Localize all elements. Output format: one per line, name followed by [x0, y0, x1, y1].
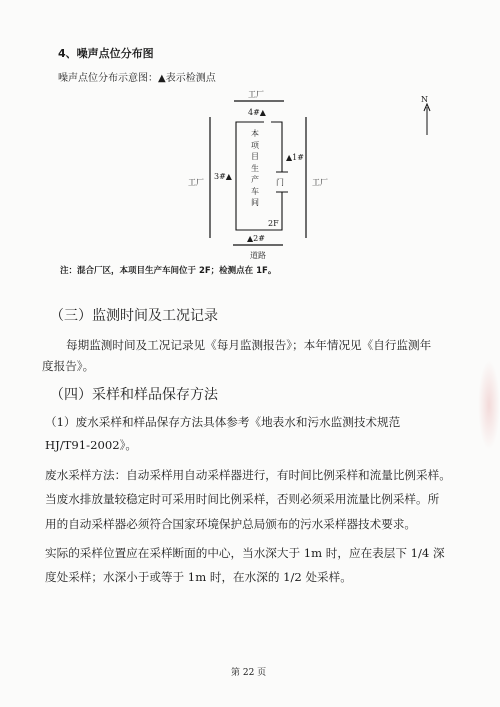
sampling-para3-line1: 实际的采样位置应在采样断面的中心，当水深大于 1m 时，应在表层下 1/4 深 — [45, 546, 445, 560]
diagram-caption: 噪声点位分布示意图：▲表示检测点 — [58, 73, 216, 84]
section-heading-noise-map: 4、噪声点位分布图 — [58, 47, 154, 60]
sampling-item1-line2: HJ/T91-2002》。 — [45, 438, 137, 452]
diagram-note: 注：混合厂区，本项目生产车间位于 2F；检测点在 1F。 — [60, 266, 277, 276]
sampling-para3-line2: 度处采样；水深小于或等于 1m 时，在水深的 1/2 处采样。 — [45, 570, 352, 584]
sampling-para2-line3: 用的自动采样器必须符合国家环境保护总局颁布的污水采样器技术要求。 — [45, 517, 417, 531]
section-title-sampling: （四）采样和样品保存方法 — [50, 387, 218, 403]
page-number: 第 22 页 — [231, 668, 267, 678]
left-factory-label: 工厂 — [188, 178, 204, 187]
sampling-para2-line1: 废水采样方法：自动采样用自动采样器进行，有时间比例采样和流量比例采样。 — [45, 468, 451, 482]
door-label: 门 — [276, 178, 284, 187]
workshop-label: 本项目生产车间 — [251, 129, 259, 207]
monitoring-para-line2: 度报告》。 — [42, 359, 95, 373]
point-4: 4#▲ — [248, 108, 266, 117]
point-2: ▲2# — [247, 234, 265, 243]
red-stamp-edge — [478, 360, 500, 450]
road-label: 道路 — [250, 251, 266, 260]
point-3: 3#▲ — [214, 172, 232, 181]
north-label: N — [421, 95, 428, 104]
section-title-monitoring-time: （三）监测时间及工况记录 — [50, 308, 218, 324]
floor-label: 2F — [268, 219, 279, 228]
sampling-para2-line2: 当废水排放量较稳定时可采用时间比例采样，否则必须采用流量比例采样。所 — [45, 492, 440, 506]
workshop-outline-right — [271, 122, 282, 172]
top-factory-label: 工厂 — [248, 90, 264, 99]
point-1: ▲1# — [286, 153, 304, 162]
monitoring-para-line1: 每期监测时间及工况记录见《每月监测报告》；本年情况见《自行监测年 — [66, 338, 432, 352]
right-factory-label: 工厂 — [312, 178, 328, 187]
sampling-item1-line1: （1）废水采样和样品保存方法具体参考《地表水和污水监测技术规范 — [45, 415, 401, 429]
